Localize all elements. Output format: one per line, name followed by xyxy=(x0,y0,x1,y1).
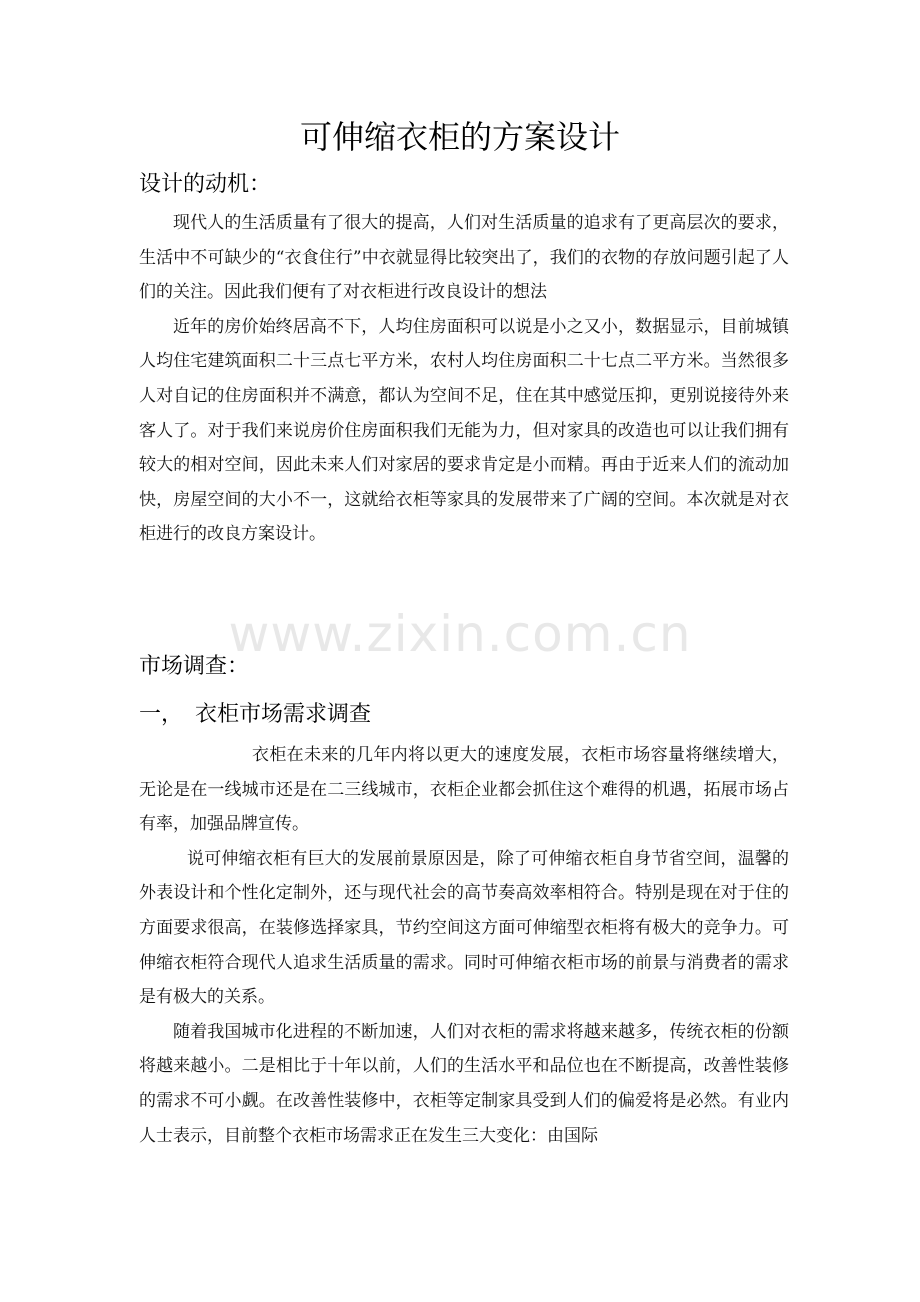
subsection-number: 一， xyxy=(139,702,184,727)
subsection-heading-demand xyxy=(139,700,371,730)
motivation-paragraph-1: 现代人的生活质量有了很大的提高，人们对生活质量的追求有了更高层次的要求，生活中不可缺少的“衣食住行”中衣就显得比较突出了，我们的衣物的存放问题引起了人们的关注。因此我们便有了对衣柜进行改良设计的想法 xyxy=(139,213,789,303)
section-heading-motivation: 设计的动机： xyxy=(139,172,272,197)
market-body xyxy=(139,738,789,1153)
section-heading-market: 市场调查： xyxy=(139,654,250,679)
motivation-paragraph-2: 近年的房价始终居高不下，人均住房面积可以说是小之又小，数据显示，目前城镇人均住宅建筑面积二十三点七平方米，农村人均住房面积二十七点二平方米。当然很多人对自记的住房面积并不满意，都认为空间不足，住在其中感觉压抑，更别说接待外来客人了。对于我们来说房价住房面积我们无能为力，但对家具的改造也可以让我们拥有较大的相对空间，因此未来人们对家居的要求肯定是小而精。再由于近来人们的流动加快，房屋空间的大小不一，这就给衣柜等家具的发展带来了广阔的空间。本次就是对衣柜进行的改良方案设计。 xyxy=(139,316,789,545)
subsection-title: 衣柜市场需求调查 xyxy=(195,702,372,727)
motivation-body xyxy=(139,206,789,552)
market-paragraph-3: 随着我国城市化进程的不断加速，人们对衣柜的需求将越来越多，传统衣柜的份额将越来越小。二是相比于十年以前，人们的生活水平和品位也在不断提高，改善性装修的需求不可小觑。在改善性装修中，衣柜等定制家具受到人们的偏爱将是必然。有业内人士表示，目前整个衣柜市场需求正在发生三大变化：由国际 xyxy=(139,1021,789,1146)
watermark: www.zixin.com.cn xyxy=(228,605,692,663)
market-paragraph-2: 说可伸缩衣柜有巨大的发展前景原因是，除了可伸缩衣柜自身节省空间，温馨的外表设计和个性化定制外，还与现代社会的高节奏高效率相符合。特别是现在对于住的方面要求很高，在装修选择家具，节约空间这方面可伸缩型衣柜将有极大的竞争力。可伸缩衣柜符合现代人追求生活质量的需求。同时可伸缩衣柜市场的前景与消费者的需求是有极大的关系。 xyxy=(139,848,789,1008)
market-paragraph-1: 衣柜在未来的几年内将以更大的速度发展，衣柜市场容量将继续增大，无论是在一线城市还是在二三线城市，衣柜企业都会抓住这个难得的机遇，拓展市场占有率，加强品牌宣传。 xyxy=(139,745,789,835)
document-title: 可伸缩衣柜的方案设计 xyxy=(299,118,620,156)
